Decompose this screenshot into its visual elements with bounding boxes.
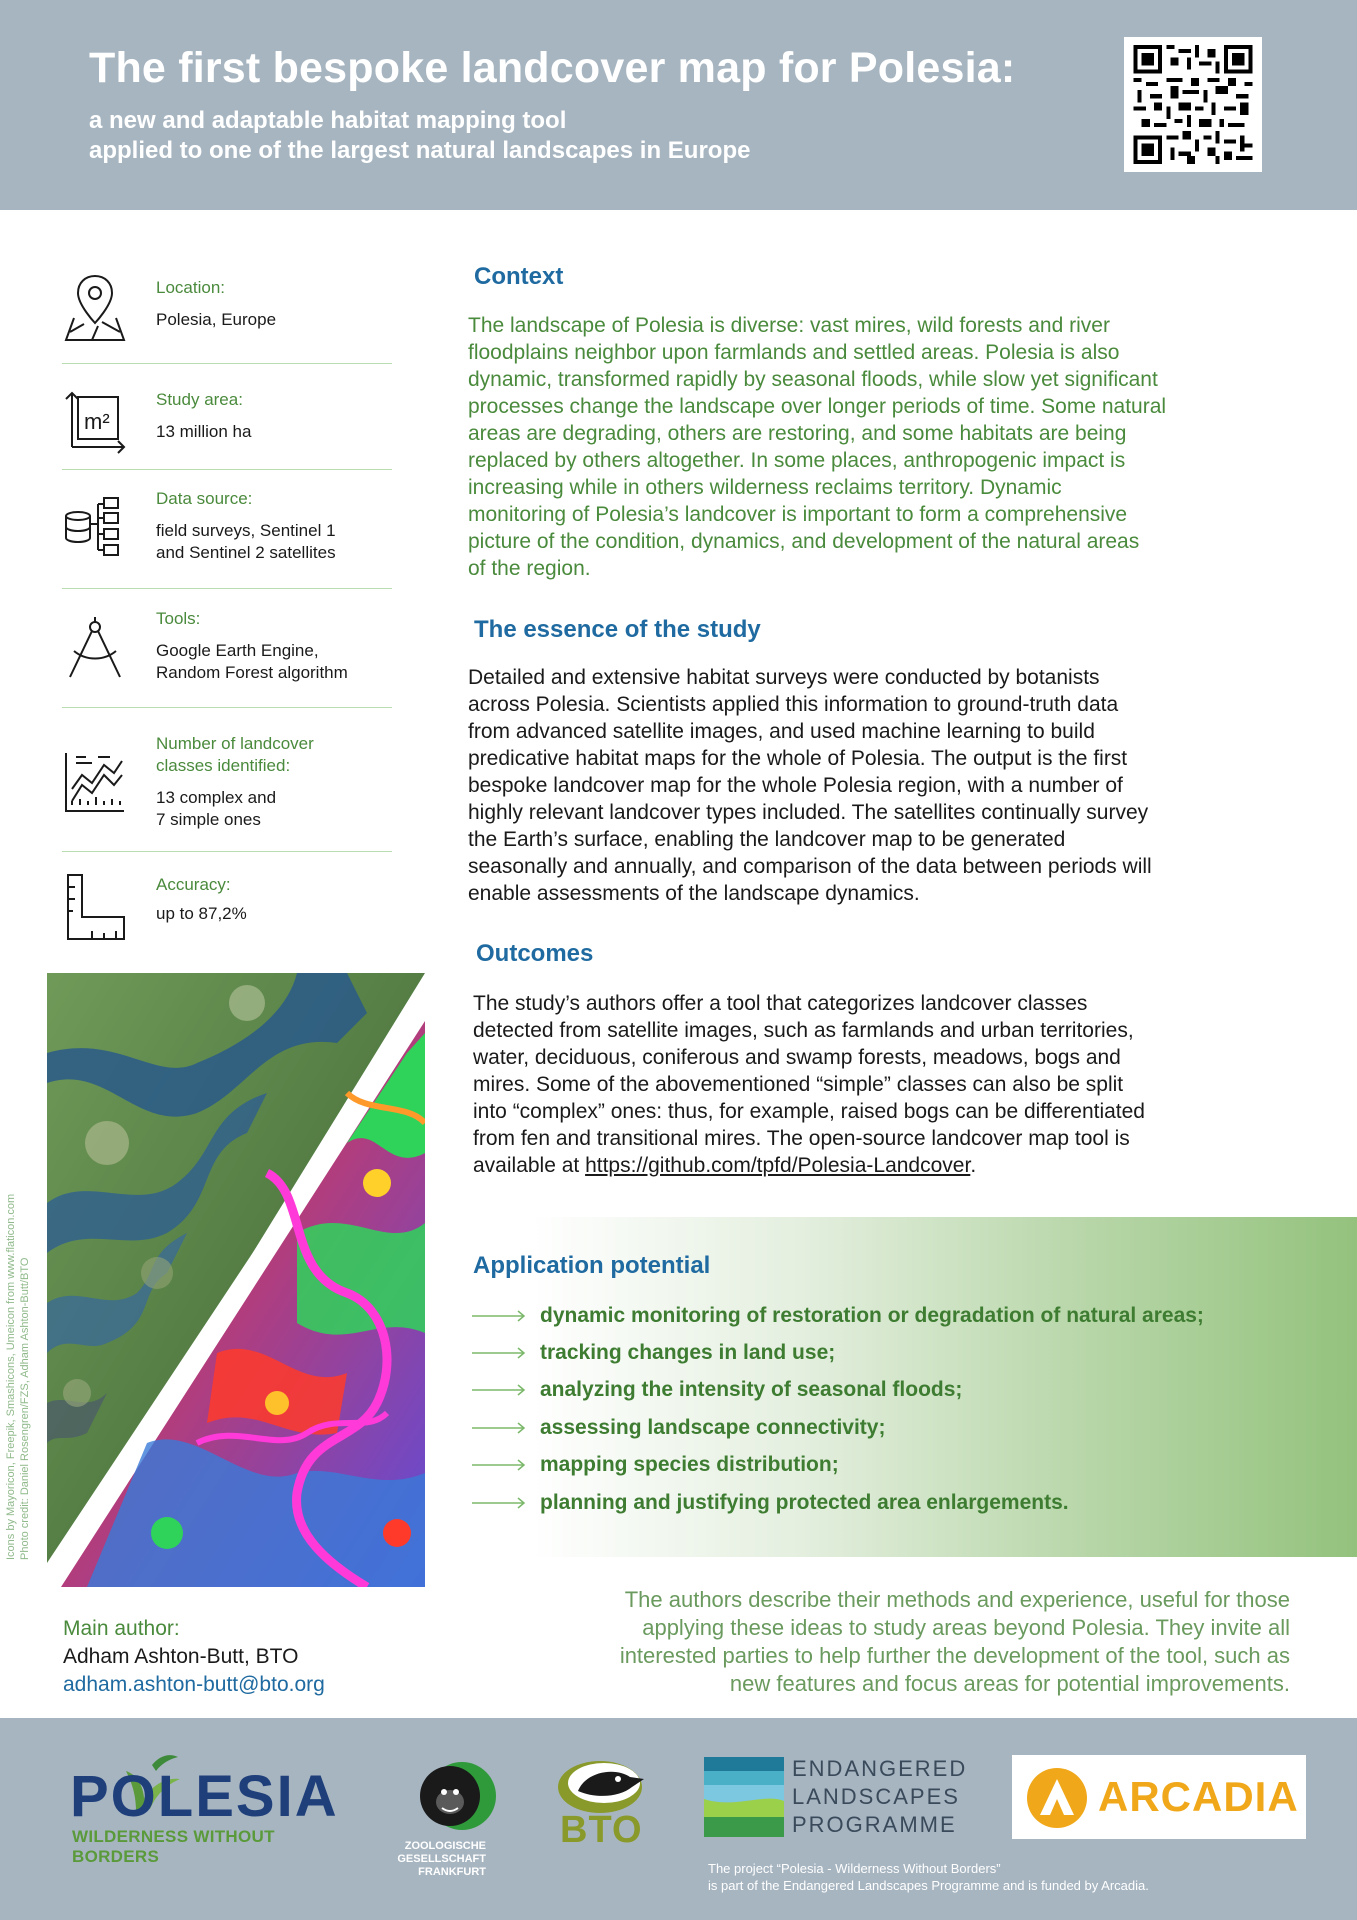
paragraph-line: seasonally and annually, and comparison of the data between periods will [468, 855, 1152, 878]
divider [62, 363, 392, 364]
paragraph-line: picture of the condition, dynamics, and development of the natural areas [468, 530, 1140, 553]
svg-text:m²: m² [84, 409, 110, 434]
fact-label: Number of landcover [156, 734, 314, 753]
fact-label: Data source: [156, 489, 253, 508]
essence-paragraph [468, 664, 1152, 907]
section-title-outcomes: Outcomes [476, 940, 594, 967]
paragraph-line: The landscape of Polesia is diverse: vast mires, wild forests and river [468, 314, 1110, 337]
paragraph-line: monitoring of Polesia’s landcover is important to form a comprehensive [468, 503, 1128, 526]
fact-value: Random Forest algorithm [156, 663, 348, 682]
subtitle-line: applied to one of the largest natural landscapes in Europe [89, 137, 751, 164]
header-banner [0, 0, 1357, 210]
map-pin-icon [62, 272, 128, 342]
ruler-icon [62, 873, 128, 943]
paragraph-line: Detailed and extensive habitat surveys were conducted by botanists [468, 666, 1100, 689]
list-item-text: dynamic monitoring of restoration or degradation of natural areas; [540, 1303, 1204, 1327]
zgf-text [378, 1840, 486, 1879]
fact-value: Polesia, Europe [156, 310, 277, 329]
fact-data-source [62, 486, 392, 586]
bird-eye-icon [556, 1757, 646, 1817]
qr-code-icon [1132, 45, 1254, 164]
paragraph-line: the Earth’s surface, enabling the landcover map to be generated [468, 828, 1066, 851]
fact-landcover-classes [62, 733, 392, 843]
paragraph-line: processes change the landscape over longer periods of time. Some natural [468, 395, 1167, 418]
list-item-text: tracking changes in land use; [540, 1341, 836, 1365]
arcadia-wordmark: ARCADIA [1098, 1773, 1299, 1820]
fact-value: 7 simple ones [156, 810, 261, 829]
fact-label: classes identified: [156, 756, 291, 775]
github-link[interactable]: https://github.com/tpfd/Polesia-Landcover [585, 1154, 971, 1177]
paragraph-line: into “complex” ones: thus, for example, raised bogs can be differentiated [473, 1100, 1145, 1123]
arrow-right-icon [472, 1309, 532, 1323]
paragraph-line: mires. Some of the abovementioned “simple” classes can also be split [473, 1073, 1124, 1096]
paragraph-line: interested parties to help further the development of the tool, such as [619, 1643, 1290, 1668]
list-item [472, 1334, 1204, 1371]
link-prefix: available at [473, 1154, 586, 1177]
aerial-landcover-illustration [47, 973, 425, 1587]
closing-paragraph [470, 1586, 1290, 1698]
list-item [472, 1447, 1204, 1484]
elp-logo[interactable] [704, 1757, 974, 1837]
landscape-stripes-icon [704, 1757, 784, 1837]
subtitle-line: a new and adaptable habitat mapping tool [89, 107, 567, 134]
qr-code[interactable] [1124, 37, 1262, 172]
paragraph-line: replaced by others altogether. In some places, anthropogenic impact is [468, 449, 1126, 472]
credit-line: Icons by Mayoricon, Freepik, Smashicons, Umeicon from www.flaticon.com [5, 1193, 17, 1560]
paragraph-line: across Polesia. Scientists applied this information to ground-truth data [468, 693, 1119, 716]
divider [62, 851, 392, 852]
paragraph-line: dynamic, transformed rapidly by seasonal floods, while slow yet significant [468, 368, 1158, 391]
paragraph-line: floodplains neighbor upon farmlands and settled areas. Polesia is also [468, 341, 1120, 364]
fact-study-area [62, 385, 392, 455]
fact-value: and Sentinel 2 satellites [156, 543, 336, 562]
aerial-landcover-image [47, 973, 425, 1587]
database-icon [62, 494, 128, 564]
link-suffix: . [970, 1154, 977, 1177]
polesia-wordmark: POLESIA [70, 1764, 339, 1829]
list-item-text: planning and justifying protected area enlargements. [540, 1490, 1069, 1514]
author-name: Adham Ashton-Butt, BTO [63, 1645, 299, 1668]
fact-value: field surveys, Sentinel 1 [156, 521, 336, 540]
bto-wordmark: BTO [560, 1809, 643, 1851]
photo-credit [4, 1194, 32, 1560]
paragraph-line: The study’s authors offer a tool that categorizes landcover classes [473, 992, 1088, 1015]
section-title-essence: The essence of the study [474, 616, 761, 643]
fact-location [62, 272, 392, 352]
paragraph-line: enable assessments of the landscape dynamics. [468, 882, 920, 905]
bto-logo[interactable] [556, 1757, 646, 1857]
paragraph-line: new features and focus areas for potential improvements. [729, 1671, 1290, 1696]
paragraph-line: water, deciduous, coniferous and swamp forests, meadows, bogs and [473, 1046, 1121, 1069]
zgf-line: GESELLSCHAFT [397, 1853, 486, 1865]
paragraph-line [473, 1152, 1145, 1179]
list-item-text: assessing landscape connectivity; [540, 1415, 886, 1439]
elp-line: LANDSCAPES [792, 1784, 960, 1809]
divider [62, 588, 392, 589]
author-label: Main author: [63, 1617, 180, 1640]
poster-subtitle [89, 106, 750, 166]
paragraph-line: from advanced satellite images, and used machine learning to build [468, 720, 1095, 743]
area-square-meter-icon [62, 385, 128, 455]
arcadia-a-icon [1026, 1767, 1088, 1829]
paragraph-line: The authors describe their methods and experience, useful for those [624, 1587, 1290, 1612]
paragraph-line: predicative habitat maps for the whole of Polesia. The output is the first [468, 747, 1128, 770]
fact-accuracy [62, 873, 392, 943]
poster-title: The first bespoke landcover map for Polesia: [89, 44, 1016, 92]
arcadia-logo[interactable] [1012, 1755, 1306, 1839]
arrow-right-icon [472, 1421, 532, 1435]
compass-drawing-icon [62, 615, 128, 685]
elp-text [792, 1755, 967, 1839]
fact-value: Google Earth Engine, [156, 641, 319, 660]
divider [62, 707, 392, 708]
polesia-tagline: WILDERNESS WITHOUT BORDERS [72, 1827, 275, 1866]
context-paragraph [468, 312, 1166, 582]
list-item [472, 1409, 1204, 1446]
section-title-application: Application potential [473, 1252, 711, 1279]
fact-value: up to 87,2% [156, 904, 247, 923]
elp-line: PROGRAMME [792, 1812, 957, 1837]
fact-label: Location: [156, 278, 225, 297]
paragraph-line: of the region. [468, 557, 591, 580]
arrow-right-icon [472, 1383, 532, 1397]
section-title-context: Context [474, 263, 564, 290]
author-email-link[interactable]: adham.ashton-butt@bto.org [63, 1673, 325, 1696]
arrow-right-icon [472, 1346, 532, 1360]
zgf-line: ZOOLOGISCHE [404, 1840, 486, 1852]
paragraph-line: bespoke landcover map for the whole Polesia region, with a number of [468, 774, 1123, 797]
funding-note [708, 1860, 1149, 1894]
paragraph-line: from fen and transitional mires. The open-source landcover map tool is [473, 1127, 1130, 1150]
fact-value: 13 million ha [156, 422, 252, 441]
polesia-logo[interactable] [70, 1745, 350, 1866]
arrow-right-icon [472, 1458, 532, 1472]
list-item [472, 1297, 1204, 1334]
author-block [63, 1615, 325, 1699]
list-item-text: analyzing the intensity of seasonal floods; [540, 1378, 963, 1402]
fact-value: 13 complex and [156, 788, 277, 807]
outcomes-paragraph [473, 990, 1145, 1179]
list-item [472, 1484, 1204, 1521]
note-line: is part of the Endangered Landscapes Programme and is funded by Arcadia. [708, 1878, 1149, 1893]
gorilla-icon [378, 1760, 498, 1840]
paragraph-line: applying these ideas to study areas beyond Polesia. They invite all [642, 1615, 1290, 1640]
application-list [472, 1297, 1204, 1521]
fact-label: Study area: [156, 390, 243, 409]
list-item [472, 1372, 1204, 1409]
list-item-text: mapping species distribution; [540, 1453, 839, 1477]
fact-tools [62, 605, 392, 705]
arrow-right-icon [472, 1496, 532, 1510]
elp-line: ENDANGERED [792, 1756, 968, 1781]
paragraph-line: detected from satellite images, such as farmlands and urban territories, [473, 1019, 1134, 1042]
paragraph-line: increasing while in others wilderness reclaims territory. Dynamic [468, 476, 1062, 499]
fact-label: Tools: [156, 609, 201, 628]
paragraph-line: areas are degrading, others are restoring, and some habitats are being [468, 422, 1127, 445]
note-line: The project “Polesia - Wilderness Without Borders” [708, 1861, 1001, 1876]
zgf-logo[interactable] [378, 1760, 498, 1880]
fact-label: Accuracy: [156, 875, 231, 894]
zgf-line: FRANKFURT [418, 1866, 486, 1878]
chart-icon [62, 749, 128, 819]
paragraph-line: highly relevant landcover types included. The satellites continually survey [468, 801, 1149, 824]
divider [62, 469, 392, 470]
credit-line: Photo credit: Daniel Rosengren/FZS, Adham Ashton-Butt/BTO [19, 1257, 31, 1560]
